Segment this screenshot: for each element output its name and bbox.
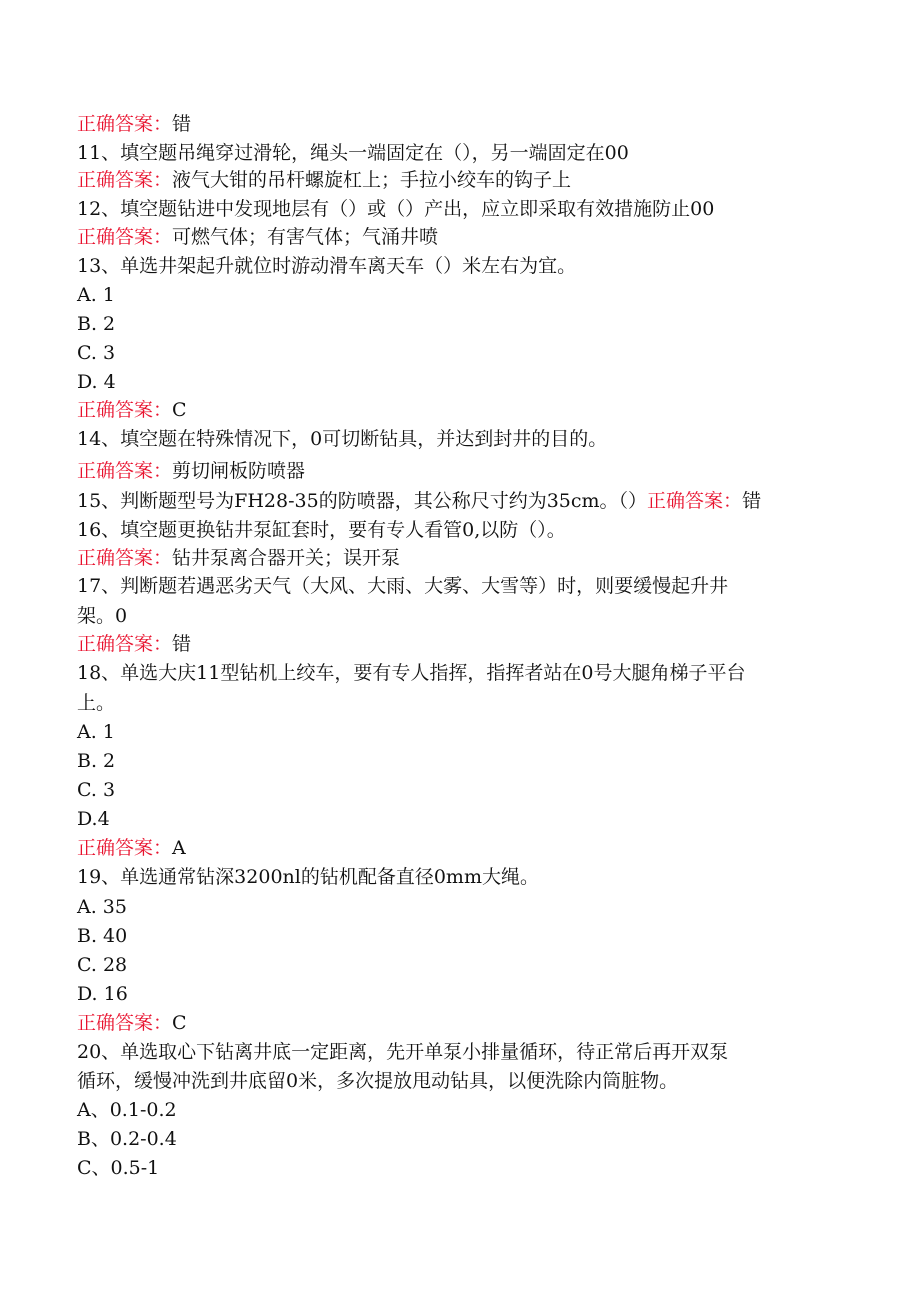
answer-value: C [172,1012,187,1034]
option-line: C、0.5-1 [77,1157,160,1179]
option-line: C. 3 [77,342,116,364]
answer-line [77,631,191,657]
question-line: 11、填空题吊绳穿过滑轮，绳头一端固定在（），另一端固定在00 [77,142,629,164]
answer-line [77,458,305,484]
answer-label: 正确答案： [647,490,743,512]
answer-line [77,835,186,861]
answer-label: 正确答案： [77,837,173,859]
answer-label: 正确答案： [77,113,173,135]
option-line: C. 28 [77,954,128,976]
option-line: B. 2 [77,750,116,772]
option-line: A. 35 [77,896,127,918]
option-line: B、0.2-0.4 [77,1128,177,1150]
answer-label: 正确答案： [77,169,173,191]
answer-line [77,224,438,250]
question-line: 13、单选井架起升就位时游动滑车离天车（）米左右为宜。 [77,255,577,277]
answer-line [77,545,400,571]
answer-label: 正确答案： [77,633,173,655]
answer-value: 液气大钳的吊杆螺旋杠上；手拉小绞车的钩子上 [172,169,572,191]
answer-line [77,111,191,137]
question-line: 17、判断题若遇恶劣天气（大风、大雨、大雾、大雪等）时，则要缓慢起升井 [77,575,729,597]
option-line: D.4 [77,808,110,830]
answer-value: 错 [172,113,192,135]
answer-label: 正确答案： [77,547,173,569]
answer-label: 正确答案： [77,226,173,248]
option-line: B. 40 [77,925,128,947]
question-text: 15、判断题型号为FH28-35的防喷器，其公称尺寸约为35cm。（） [77,490,648,512]
answer-value: 可燃气体；有害气体；气涌井喷 [172,226,439,248]
question-line: 上。 [77,692,116,714]
option-line: D. 16 [77,983,128,1005]
question-line: 16、填空题更换钻井泵缸套时，要有专人看管0,以防（）。 [77,519,566,541]
answer-value: 错 [172,633,192,655]
answer-value: 钻井泵离合器开关；误开泵 [172,547,401,569]
option-line: A、0.1-0.2 [77,1099,177,1121]
answer-value: 错 [742,490,762,512]
question-line: 架。0 [77,605,128,627]
option-line: A. 1 [77,721,115,743]
option-line: A. 1 [77,284,115,306]
question-answer-line [77,488,761,514]
answer-value: 剪切闸板防喷器 [172,460,306,482]
option-line: B. 2 [77,313,116,335]
answer-line [77,1010,187,1036]
question-line: 19、单选通常钻深3200nl的钻机配备直径0mm大绳。 [77,866,539,888]
answer-line [77,167,571,193]
answer-label: 正确答案： [77,460,173,482]
answer-value: A [172,837,186,859]
answer-label: 正确答案： [77,1012,173,1034]
question-line: 循环，缓慢冲洗到井底留0米，多次提放甩动钻具，以便洗除内筒脏物。 [77,1070,679,1092]
question-line: 18、单选大庆11型钻机上绞车，要有专人指挥，指挥者站在0号大腿角梯子平台 [77,662,746,684]
question-line: 14、填空题在特殊情况下，0可切断钻具，并达到封井的目的。 [77,428,608,450]
option-line: C. 3 [77,779,116,801]
answer-line [77,397,187,423]
option-line: D. 4 [77,371,116,393]
question-line: 12、填空题钻进中发现地层有（）或（）产出，应立即采取有效措施防止00 [77,198,715,220]
answer-value: C [172,399,187,421]
question-line: 20、单选取心下钻离井底一定距离，先开单泵小排量循环，待正常后再开双泵 [77,1041,729,1063]
answer-label: 正确答案： [77,399,173,421]
